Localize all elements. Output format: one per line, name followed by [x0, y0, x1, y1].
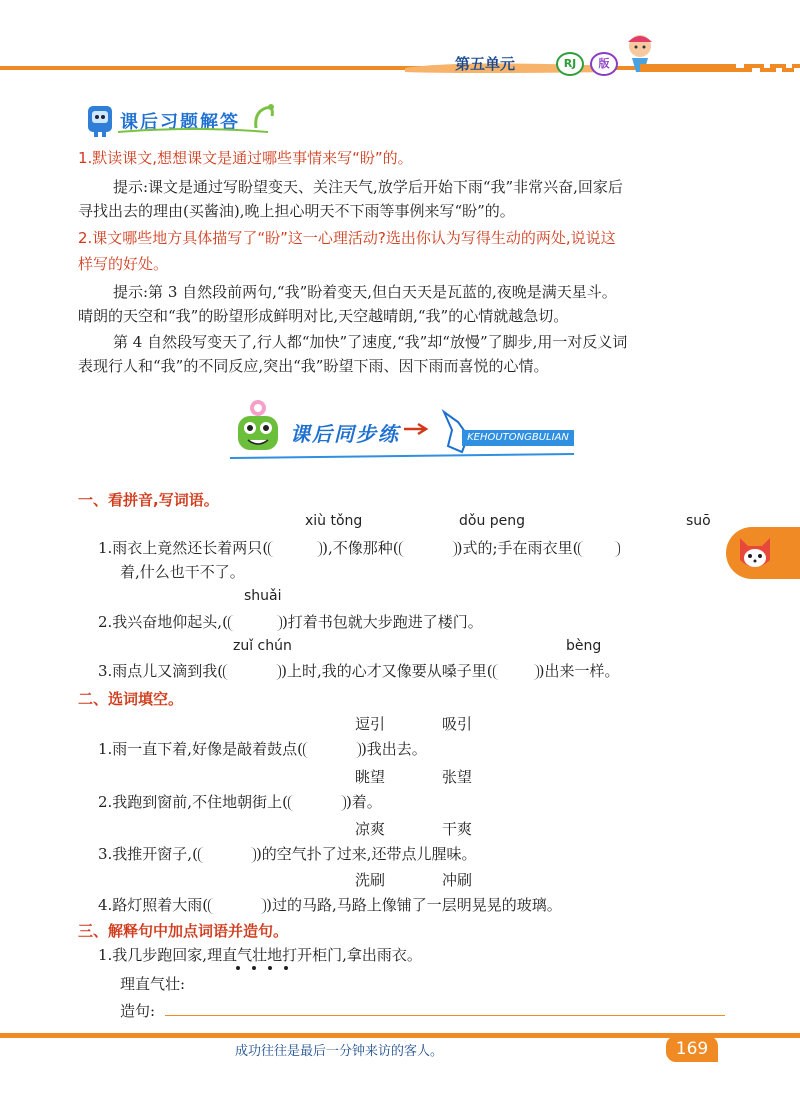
answer-blank[interactable]: [399, 541, 457, 557]
page-number: 169: [666, 1036, 718, 1062]
exercise-3-1: 1.我几步跑回家,理直气壮地打开柜门,拿出雨衣。: [98, 946, 422, 964]
answer-2-line-1: 提示:第 3 自然段前两句,“我”盼着变天,但白天天是瓦蓝的,夜晚是满天星斗。: [113, 283, 617, 301]
answer-blank[interactable]: [288, 795, 346, 811]
option-1b: 吸引: [442, 715, 473, 733]
answer-2-line-3: 第 4 自然段写变天了,行人都“加快”了速度,“我”却“放慢”了脚步,用一对反义词: [113, 333, 628, 351]
footer-motto: 成功往往是最后一分钟来访的客人。: [235, 1044, 444, 1059]
answer-blank[interactable]: [578, 541, 620, 557]
exercise-2-3-text-a: 3.我推开窗子,(: [98, 845, 198, 863]
make-sentence-label: 造句:: [120, 1002, 156, 1020]
exercise-2-2: [98, 791, 382, 813]
answer-1-line-2: 寻找出去的理由(买酱油),晚上担心明天不下雨等事例来写“盼”的。: [78, 202, 515, 220]
question-2-line-1: 2.课文哪些地方具体描写了“盼”这一心理活动?选出你认为写得生动的两处,说说这: [78, 229, 616, 247]
pinyin-3a: zuǐ chún: [233, 638, 292, 654]
edition-badge: 版: [590, 52, 618, 76]
option-1a: 逗引: [355, 715, 386, 733]
question-1: 1.默读课文,想想课文是通过哪些事情来写“盼”的。: [78, 149, 413, 167]
exercise-2-3: [98, 843, 477, 865]
exercise-2-3-text-b: )的空气扑了过来,还带点儿腥味。: [255, 845, 477, 863]
header-checker-pattern: [640, 60, 800, 76]
sync-practice-pinyin-banner: KEHOUTONGBULIAN: [462, 430, 574, 446]
section-title-exercise-answers: 课后习题解答: [120, 112, 240, 133]
option-2b: 张望: [442, 768, 473, 786]
pinyin-1b: dǒu peng: [459, 513, 526, 529]
exercise-2-1-text-b: )我出去。: [360, 740, 427, 758]
rj-badge: RJ: [556, 52, 584, 76]
part-2-heading: 二、选词填空。: [78, 690, 184, 708]
question-2-line-2: 样写的好处。: [78, 255, 169, 273]
option-4b: 冲刷: [442, 871, 473, 889]
answer-blank[interactable]: [198, 847, 256, 863]
answer-blank[interactable]: [223, 664, 281, 680]
exercise-1-3: [98, 660, 620, 682]
exercise-1-3-text-a: 3.雨点儿又滴到我(: [98, 662, 224, 680]
explain-label: 理直气壮:: [120, 975, 186, 993]
exercise-1-1-text-c: )式的;手在雨衣里(: [456, 539, 579, 557]
section-title-sync-practice: 课后同步练: [290, 422, 400, 446]
option-3a: 凉爽: [355, 820, 386, 838]
pinyin-1c: suō: [686, 513, 711, 529]
part-3-heading: 三、解释句中加点词语并造句。: [78, 922, 289, 940]
exercise-1-2: [98, 611, 483, 633]
exercise-2-2-text-b: )着。: [345, 793, 382, 811]
part-1-heading: 一、看拼音,写词语。: [78, 491, 219, 509]
unit-title: 第五单元: [455, 55, 516, 73]
robot-icon: [82, 102, 118, 138]
answer-2-line-4: 表现行人和“我”的不同反应,突出“我”盼望下雨、因下雨而喜悦的心情。: [78, 357, 549, 375]
option-4a: 洗刷: [355, 871, 386, 889]
option-3b: 干爽: [442, 820, 473, 838]
exercise-1-2-text-a: 2.我兴奋地仰起头,(: [98, 613, 228, 631]
exercise-1-1-line-2: 着,什么也干不了。: [120, 563, 245, 581]
banner-underline: [230, 450, 574, 462]
exercise-2-1: [98, 738, 427, 760]
exercise-1-2-text-b: )打着书包就大步跑进了楼门。: [281, 613, 483, 631]
exercise-1-1-text-b: ),不像那种(: [322, 539, 399, 557]
title-underline: [118, 126, 268, 136]
arrow-icon: [404, 422, 434, 436]
answer-2-line-2: 晴朗的天空和“我”的盼望形成鲜明对比,天空越晴朗,“我”的心情就越急切。: [78, 307, 569, 325]
answer-1-line-1: 提示:课文是通过写盼望变天、关注天气,放学后开始下雨“我”非常兴奋,回家后: [113, 178, 623, 196]
exercise-1-3-text-c: )出来一样。: [538, 662, 620, 680]
pointing-hand-icon: [436, 402, 472, 456]
sentence-answer-line[interactable]: [165, 1015, 725, 1016]
fox-mascot-icon: [734, 530, 776, 576]
pinyin-2: shuǎi: [244, 588, 282, 604]
exercise-1-1: [98, 537, 620, 559]
exercise-2-4-text-b: )过的马路,马路上像铺了一层明晃晃的玻璃。: [266, 896, 562, 914]
answer-blank[interactable]: [268, 541, 322, 557]
exercise-2-4: [98, 894, 562, 916]
exercise-2-2-text-a: 2.我跑到窗前,不住地朝街上(: [98, 793, 288, 811]
pinyin-3b: bèng: [566, 638, 602, 654]
answer-blank[interactable]: [228, 615, 282, 631]
exercise-1-3-text-b: )上时,我的心才又像要从嗓子里(: [281, 662, 493, 680]
exercise-2-4-text-a: 4.路灯照着大雨(: [98, 896, 209, 914]
answer-blank[interactable]: [493, 664, 539, 680]
option-2a: 眺望: [355, 768, 386, 786]
exercise-2-1-text-a: 1.雨一直下着,好像是敲着鼓点(: [98, 740, 303, 758]
answer-blank[interactable]: [303, 742, 361, 758]
answer-blank[interactable]: [208, 898, 266, 914]
pinyin-1a: xiù tǒng: [305, 513, 363, 529]
exercise-1-1-text-a: 1.雨衣上竟然还长着两只(: [98, 539, 269, 557]
